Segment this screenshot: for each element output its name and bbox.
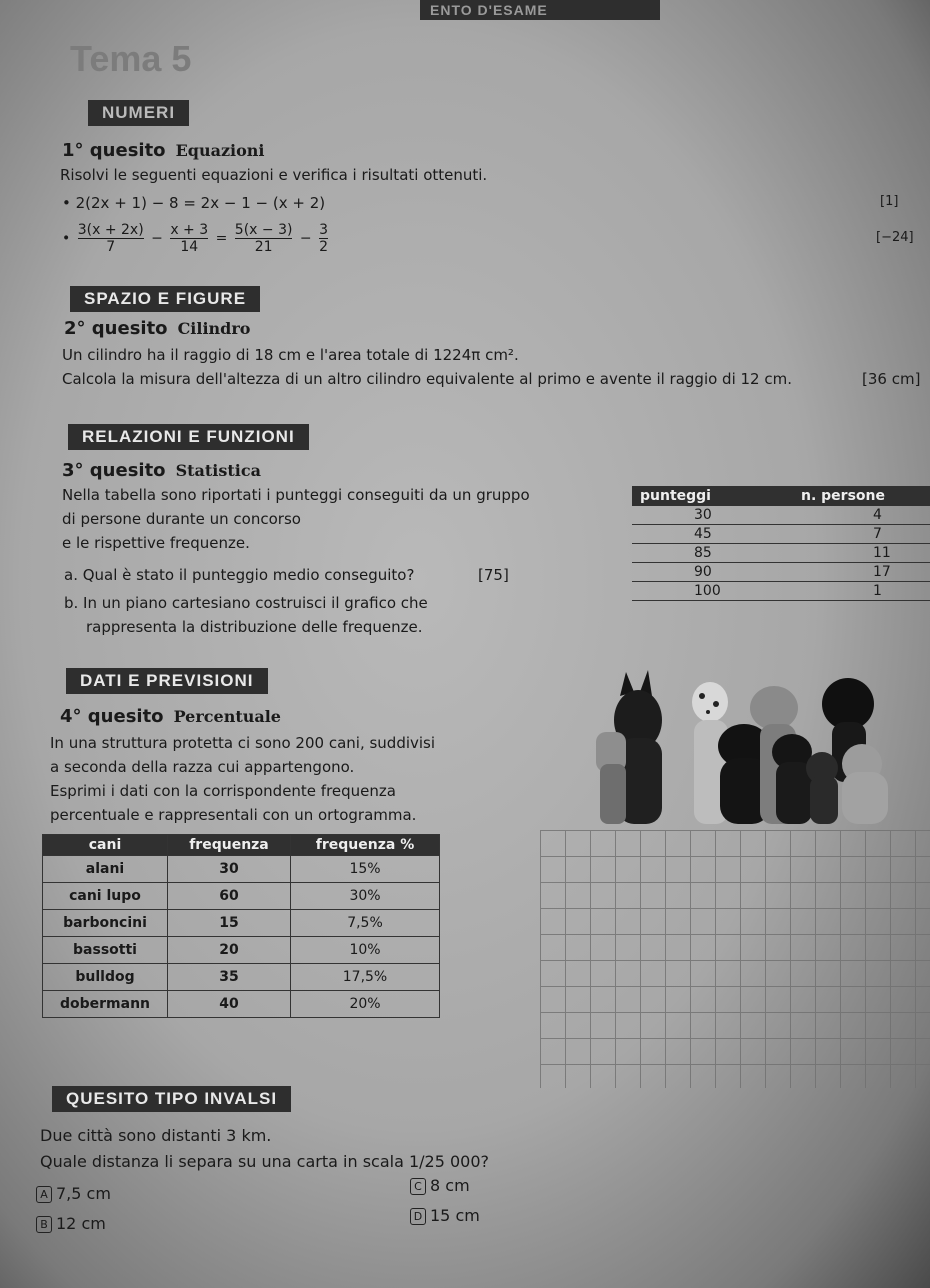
q2-topic: Cilindro xyxy=(177,319,251,338)
q2-line1: Un cilindro ha il raggio di 18 cm e l'area totale di 1224π cm². xyxy=(62,346,519,364)
option-letter-box: C xyxy=(410,1178,426,1195)
q1-eq1: • 2(2x + 1) − 8 = 2x − 1 − (x + 2) xyxy=(62,194,326,212)
table-row xyxy=(43,937,440,964)
option-b[interactable] xyxy=(36,1214,106,1233)
table-cell: 17 xyxy=(793,563,930,582)
q1-number: 1° quesito xyxy=(62,140,166,161)
option-text: 15 cm xyxy=(430,1206,480,1225)
table-cell: 100 xyxy=(632,582,793,601)
table-cell: 30 xyxy=(632,506,793,525)
q3-line1: Nella tabella sono riportati i punteggi conseguiti da un gruppo xyxy=(62,486,530,504)
table-row xyxy=(43,883,440,910)
table-row xyxy=(43,910,440,937)
q3-question-b1: b. In un piano cartesiano costruisci il grafico che xyxy=(64,594,428,612)
table-header: frequenza % xyxy=(291,835,440,856)
q4-heading xyxy=(60,706,281,727)
dogs-frequency-table xyxy=(42,834,440,1018)
q3-topic: Statistica xyxy=(175,461,261,480)
table-cell: bassotti xyxy=(43,937,168,964)
invalsi-line1: Due città sono distanti 3 km. xyxy=(40,1126,272,1145)
table-row xyxy=(632,563,930,582)
table-cell: 20% xyxy=(291,991,440,1018)
q4-topic: Percentuale xyxy=(173,707,281,726)
dog-black-small xyxy=(772,734,812,824)
table-cell: dobermann xyxy=(43,991,168,1018)
option-d[interactable] xyxy=(410,1206,480,1225)
section-spazio-figure: SPAZIO E FIGURE xyxy=(70,286,260,312)
section-relazioni-funzioni: RELAZIONI E FUNZIONI xyxy=(68,424,309,450)
q4-number: 4° quesito xyxy=(60,706,164,727)
table-cell: 7,5% xyxy=(291,910,440,937)
table-cell: 1 xyxy=(793,582,930,601)
operator: − xyxy=(151,230,163,247)
operator: − xyxy=(299,230,312,247)
q2-heading xyxy=(64,318,250,339)
dog-left-gray xyxy=(596,732,626,824)
table-cell: 17,5% xyxy=(291,964,440,991)
q3-line2: di persone durante un concorso xyxy=(62,510,301,528)
q2-line2: Calcola la misura dell'altezza di un altro cilindro equivalente al primo e avente il raggio di 12 cm. xyxy=(62,370,792,388)
table-row xyxy=(43,991,440,1018)
operator: = xyxy=(215,230,228,247)
q4-line2: a seconda della razza cui appartengono. xyxy=(50,758,355,776)
table-header: punteggi xyxy=(632,486,793,506)
table-cell: 45 xyxy=(632,525,793,544)
q1-eq2-bullet: • xyxy=(62,230,71,247)
denominator: 21 xyxy=(254,239,273,255)
option-letter-box: B xyxy=(36,1216,52,1233)
fraction xyxy=(170,222,208,255)
q2-number: 2° quesito xyxy=(64,318,168,339)
option-c[interactable] xyxy=(410,1176,470,1195)
table-row xyxy=(632,582,930,601)
table-row xyxy=(632,525,930,544)
numerator: 3(x + 2x) xyxy=(77,222,144,238)
q2-result: [36 cm] xyxy=(862,370,921,388)
graph-paper-grid xyxy=(540,830,930,1088)
page-title: Tema 5 xyxy=(70,38,192,79)
table-cell: cani lupo xyxy=(43,883,168,910)
fraction xyxy=(319,222,328,255)
table-header: n. persone xyxy=(793,486,930,506)
section-dati-previsioni: DATI E PREVISIONI xyxy=(66,668,268,694)
q3-question-a: a. Qual è stato il punteggio medio conseguito? xyxy=(64,566,415,584)
q4-line4: percentuale e rappresentali con un ortogramma. xyxy=(50,806,417,824)
table-row xyxy=(632,506,930,525)
dogs-photo xyxy=(596,668,896,826)
table-cell: 40 xyxy=(168,991,291,1018)
section-invalsi: QUESITO TIPO INVALSI xyxy=(52,1086,291,1112)
table-cell: bulldog xyxy=(43,964,168,991)
fraction xyxy=(78,222,144,255)
q4-line1: In una struttura protetta ci sono 200 cani, suddivisi xyxy=(50,734,436,752)
invalsi-line2: Quale distanza li separa su una carta in scala 1/25 000? xyxy=(40,1152,490,1171)
q1-topic: Equazioni xyxy=(175,141,265,160)
q4-line3: Esprimi i dati con la corrispondente frequenza xyxy=(50,782,396,800)
q1-eq2 xyxy=(62,222,331,255)
option-letter-box: D xyxy=(410,1208,426,1225)
q3-question-a-result: [75] xyxy=(478,566,509,584)
table-cell: 7 xyxy=(793,525,930,544)
table-cell: 60 xyxy=(168,883,291,910)
table-cell: 15 xyxy=(168,910,291,937)
section-numeri: NUMERI xyxy=(88,100,189,126)
numerator: x + 3 xyxy=(170,222,209,238)
numerator: 3 xyxy=(319,222,328,238)
scores-table xyxy=(632,486,930,601)
option-letter-box: A xyxy=(36,1186,52,1203)
option-text: 12 cm xyxy=(56,1214,106,1233)
table-cell: 90 xyxy=(632,563,793,582)
denominator: 14 xyxy=(180,239,199,255)
table-header: frequenza xyxy=(168,835,291,856)
q3-line3: e le rispettive frequenze. xyxy=(62,534,250,552)
q1-eq2-result: [−24] xyxy=(876,230,914,245)
dog-small-dark xyxy=(806,752,838,824)
q3-heading xyxy=(62,460,261,481)
option-a[interactable] xyxy=(36,1184,111,1203)
table-row xyxy=(632,544,930,563)
table-cell: 15% xyxy=(291,856,440,883)
table-cell: barboncini xyxy=(43,910,168,937)
table-cell: alani xyxy=(43,856,168,883)
top-banner: ENTO D'ESAME xyxy=(420,0,660,20)
q3-question-b2: rappresenta la distribuzione delle frequenze. xyxy=(86,618,423,636)
q3-number: 3° quesito xyxy=(62,460,166,481)
denominator: 7 xyxy=(106,239,116,255)
option-text: 7,5 cm xyxy=(56,1184,111,1203)
numerator: 5(x − 3) xyxy=(234,222,293,238)
q1-text: Risolvi le seguenti equazioni e verifica i risultati ottenuti. xyxy=(60,166,488,184)
table-cell: 85 xyxy=(632,544,793,563)
table-cell: 11 xyxy=(793,544,930,563)
table-cell: 30% xyxy=(291,883,440,910)
table-cell: 4 xyxy=(793,506,930,525)
table-cell: 10% xyxy=(291,937,440,964)
option-text: 8 cm xyxy=(430,1176,470,1195)
table-row xyxy=(43,964,440,991)
table-cell: 30 xyxy=(168,856,291,883)
dog-pomeranian xyxy=(842,744,888,824)
table-header: cani xyxy=(43,835,168,856)
table-row xyxy=(43,856,440,883)
fraction xyxy=(235,222,293,255)
q1-heading xyxy=(62,140,265,161)
table-cell: 20 xyxy=(168,937,291,964)
table-cell: 35 xyxy=(168,964,291,991)
q1-eq1-result: [1] xyxy=(880,194,899,209)
denominator: 2 xyxy=(319,239,328,255)
